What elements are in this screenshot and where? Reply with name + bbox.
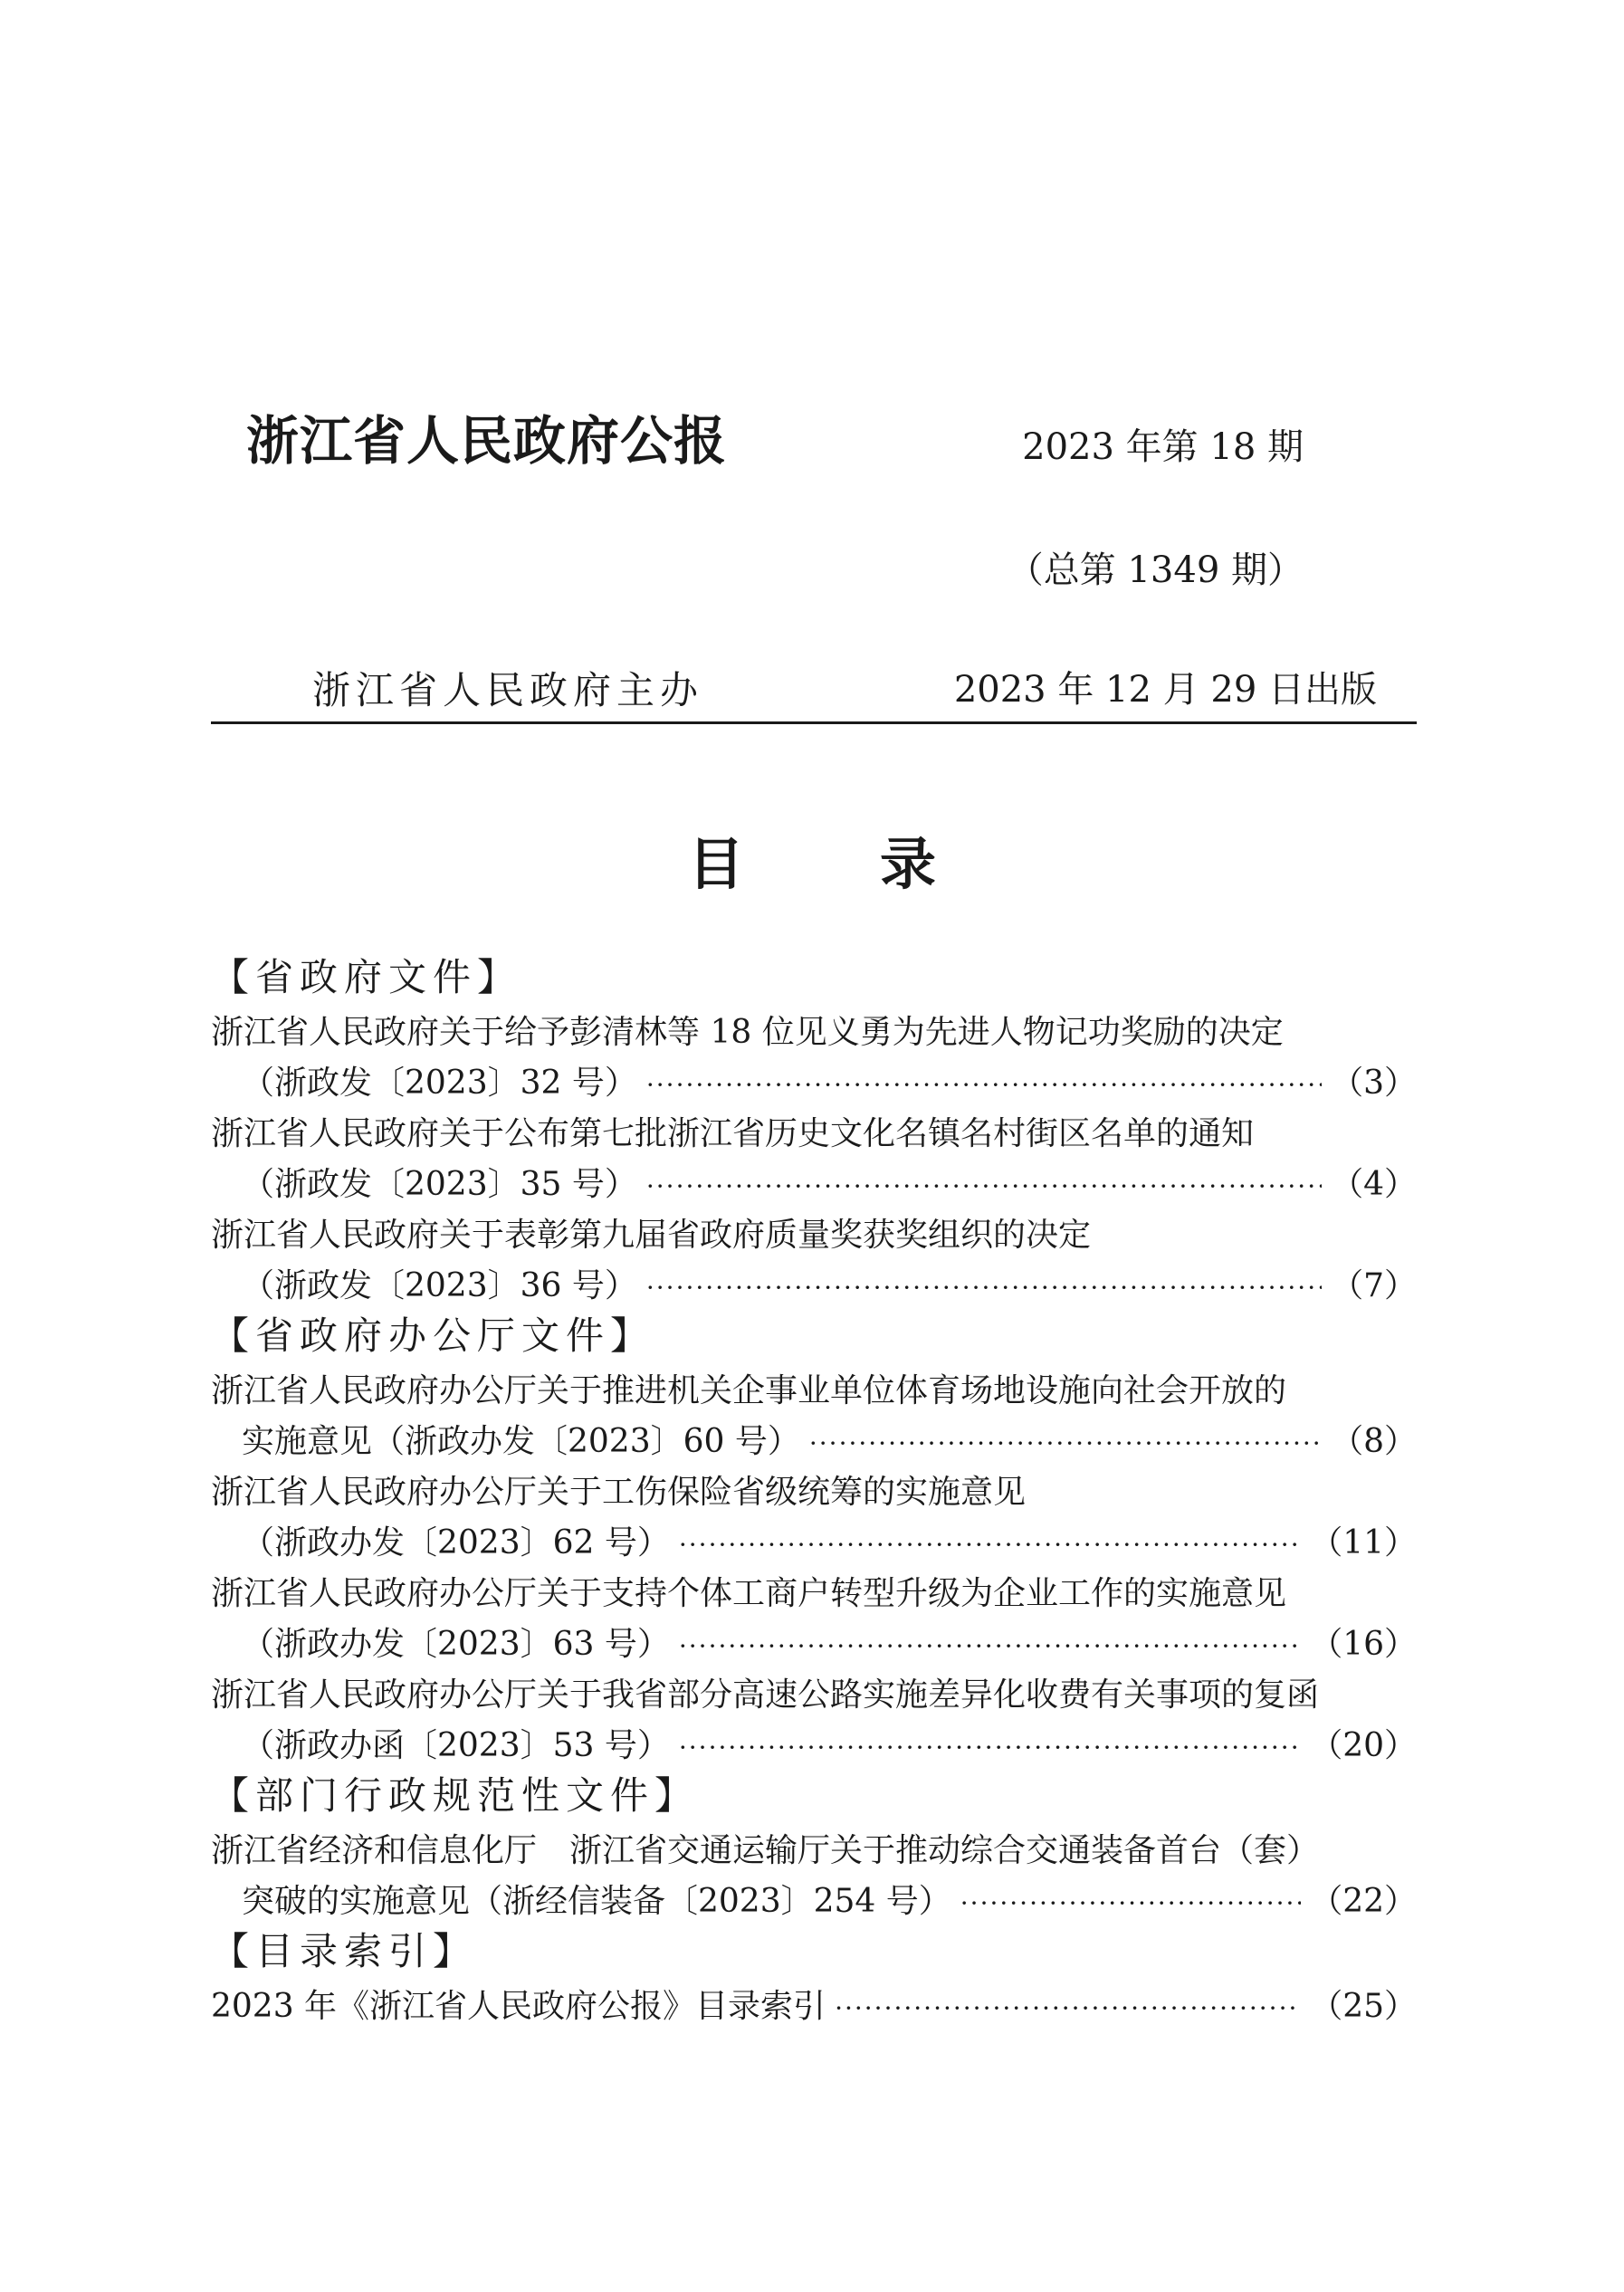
toc-doc-number: （浙政办发〔2023〕63 号） xyxy=(242,1626,670,1663)
toc-page-number: （16） xyxy=(1310,1626,1417,1663)
dot-leader xyxy=(835,1986,1301,2031)
toc-page-number: （3） xyxy=(1331,1065,1417,1102)
toc-section-index: 【目录索引】 xyxy=(211,1929,478,1973)
toc-entry-line[interactable] xyxy=(211,1162,1417,1208)
toc-doc-number: （浙政发〔2023〕35 号） xyxy=(242,1166,637,1203)
dot-leader xyxy=(960,1881,1301,1926)
publication-title: 浙江省人民政府公报 xyxy=(246,410,728,472)
toc-section-general-office: 【省政府办公厅文件】 xyxy=(211,1313,655,1358)
toc-doc-number: （浙政办发〔2023〕62 号） xyxy=(242,1524,670,1561)
toc-doc-number: （浙政办函〔2023〕53 号） xyxy=(242,1727,670,1764)
toc-doc-number: 突破的实施意见（浙经信装备〔2023〕254 号） xyxy=(242,1883,951,1920)
toc-entry-line[interactable] xyxy=(211,1879,1417,1924)
toc-entry-title[interactable]: 浙江省人民政府关于给予彭清林等 18 位见义勇为先进人物记功奖励的决定 xyxy=(211,1014,1284,1051)
toc-entry-line[interactable] xyxy=(211,1984,1417,2029)
toc-doc-number: （浙政发〔2023〕36 号） xyxy=(242,1267,637,1304)
toc-page-number: （7） xyxy=(1331,1267,1417,1304)
toc-entry-title[interactable]: 浙江省经济和信息化厅 浙江省交通运输厅关于推动综合交通装备首台（套） xyxy=(211,1832,1320,1869)
toc-entry-line[interactable] xyxy=(211,1724,1417,1769)
toc-page-number: （8） xyxy=(1331,1423,1417,1460)
dot-leader xyxy=(646,1265,1322,1311)
toc-doc-number: 实施意见（浙政办发〔2023〕60 号） xyxy=(242,1423,800,1460)
toc-page-number: （4） xyxy=(1331,1166,1417,1203)
dot-leader xyxy=(679,1725,1301,1771)
toc-page-number: （22） xyxy=(1310,1883,1417,1920)
dot-leader xyxy=(646,1063,1322,1108)
toc-entry-title[interactable]: 浙江省人民政府办公厅关于我省部分高速公路实施差异化收费有关事项的复函 xyxy=(211,1676,1320,1714)
toc-entry-title[interactable]: 浙江省人民政府办公厅关于支持个体工商户转型升级为企业工作的实施意见 xyxy=(211,1575,1287,1612)
total-issue-number: （总第 1349 期） xyxy=(1007,549,1304,591)
table-of-contents xyxy=(211,950,1417,2029)
toc-entry-title[interactable]: 浙江省人民政府关于表彰第九届省政府质量奖获奖组织的决定 xyxy=(211,1217,1092,1254)
toc-entry-line[interactable] xyxy=(211,1521,1417,1566)
toc-index-title: 2023 年《浙江省人民政府公报》目录索引 xyxy=(211,1988,826,2025)
toc-section-department-regulations: 【部门行政规范性文件】 xyxy=(211,1773,700,1818)
toc-entry-line[interactable] xyxy=(211,1061,1417,1106)
toc-entry-line[interactable] xyxy=(211,1622,1417,1667)
sponsor-line: 浙江省人民政府主办 xyxy=(312,668,704,712)
toc-heading: 目录 xyxy=(687,831,1072,897)
dot-leader xyxy=(809,1421,1322,1466)
toc-page-number: （20） xyxy=(1310,1727,1417,1764)
header-rule xyxy=(211,721,1417,724)
dot-leader xyxy=(679,1624,1301,1669)
toc-page-number: （11） xyxy=(1310,1524,1417,1561)
dot-leader xyxy=(646,1164,1322,1209)
toc-entry-title[interactable]: 浙江省人民政府办公厅关于工伤保险省级统筹的实施意见 xyxy=(211,1474,1027,1511)
toc-entry-line[interactable] xyxy=(211,1419,1417,1465)
toc-section-provincial-government: 【省政府文件】 xyxy=(211,955,522,999)
toc-page-number: （25） xyxy=(1310,1988,1417,2025)
toc-doc-number: （浙政发〔2023〕32 号） xyxy=(242,1065,637,1102)
toc-entry-line[interactable] xyxy=(211,1264,1417,1309)
toc-entry-title[interactable]: 浙江省人民政府办公厅关于推进机关企事业单位体育场地设施向社会开放的 xyxy=(211,1372,1287,1409)
publish-date: 2023 年 12 月 29 日出版 xyxy=(953,669,1377,711)
dot-leader xyxy=(679,1523,1301,1568)
toc-entry-title[interactable]: 浙江省人民政府关于公布第七批浙江省历史文化名镇名村街区名单的通知 xyxy=(211,1115,1255,1152)
issue-number: 2023 年第 18 期 xyxy=(1022,426,1304,468)
